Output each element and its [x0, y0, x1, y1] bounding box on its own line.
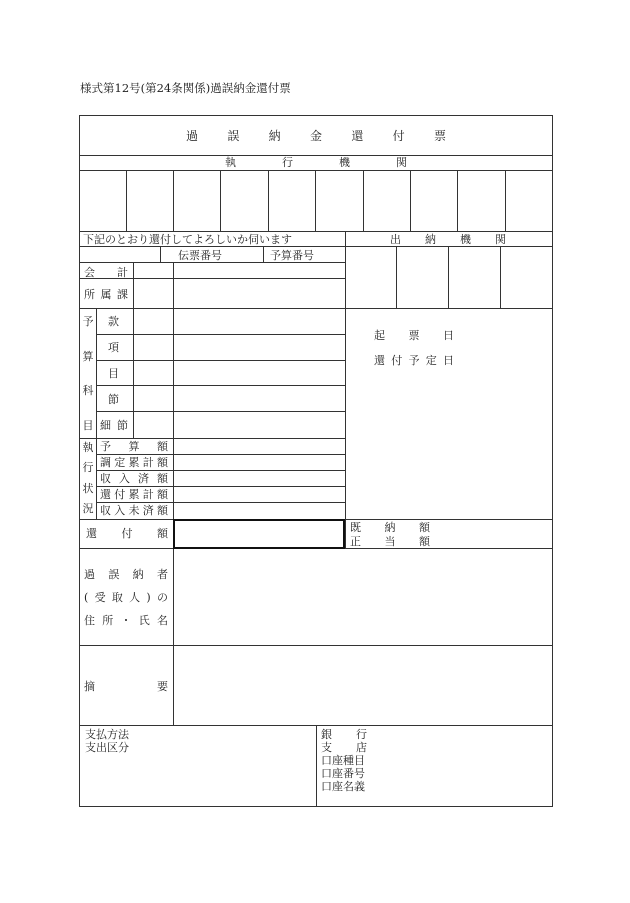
label-char: 執	[225, 156, 236, 169]
label-char: 定	[114, 456, 126, 469]
moku-label: 目	[108, 367, 119, 380]
label-char: 所	[84, 288, 95, 301]
label-char: 取	[111, 591, 123, 604]
label-char: 行	[82, 461, 94, 475]
label-char: 付	[114, 488, 126, 501]
label-char: 店	[356, 741, 367, 754]
label-char: 関	[495, 233, 506, 246]
label-char: 額	[419, 535, 430, 548]
label-char: 入	[114, 504, 126, 517]
label-char: 納	[132, 568, 144, 581]
account-number-label: 口座番号	[321, 767, 365, 780]
account-type-label: 口座種目	[321, 754, 365, 767]
label-char: 還	[351, 129, 364, 143]
label-char: 要	[157, 680, 168, 693]
label-char: 節	[117, 419, 128, 432]
label-char: (	[84, 591, 89, 604]
label-char: 納	[384, 521, 396, 534]
label-char: 額	[157, 472, 168, 485]
label-char: 細	[100, 419, 111, 432]
label-char: 還	[100, 488, 111, 501]
label-char: 起	[374, 329, 385, 342]
label-char: の	[157, 591, 168, 604]
request-text: 下記のとおり還付してよろしいか伺います	[83, 233, 292, 246]
budget-amount-label	[100, 441, 168, 452]
label-char: 会	[84, 266, 95, 279]
label-char: 況	[82, 501, 94, 515]
label-char: 過	[84, 568, 95, 581]
label-char: 日	[443, 329, 454, 342]
label-char: 計	[142, 456, 154, 469]
label-char: 名	[157, 614, 168, 627]
label-char: 還	[374, 354, 385, 367]
label-char: 支	[321, 741, 332, 754]
label-char: 行	[282, 156, 293, 169]
label-char: 予	[100, 440, 111, 453]
label-char: 科	[82, 384, 94, 398]
label-char: 誤	[108, 568, 120, 581]
label-char: 正	[350, 535, 361, 548]
label-char: 還	[86, 527, 97, 540]
label-char: 調	[100, 456, 111, 469]
label-char: 摘	[84, 680, 95, 693]
label-char: 者	[156, 568, 168, 581]
executing-agency-label	[225, 157, 407, 168]
label-char: 算	[128, 440, 140, 453]
label-char: 過	[186, 129, 199, 143]
label-char: 所	[102, 614, 114, 627]
label-char: 額	[157, 488, 168, 501]
label-char: 算	[82, 349, 94, 363]
label-char: 予	[82, 315, 94, 328]
label-char: 目	[82, 418, 94, 432]
paid-amount-label	[350, 522, 430, 533]
label-char: 計	[117, 266, 128, 279]
execution-status-side-label	[81, 442, 95, 514]
label-char: 状	[82, 481, 94, 495]
label-char: 誤	[227, 129, 240, 143]
label-char: 付	[121, 527, 133, 540]
payer-label-line3	[84, 615, 168, 626]
department-label	[84, 289, 128, 300]
received-label	[100, 473, 168, 484]
issue-date-label	[374, 330, 454, 341]
label-char: 累	[128, 456, 140, 469]
label-char: 銀	[321, 728, 332, 741]
label-char: 住	[84, 614, 95, 627]
slip-number-label: 伝票番号	[178, 249, 222, 262]
label-char: 額	[157, 527, 168, 540]
payment-method-label: 支払方法	[85, 728, 129, 741]
label-char: 機	[460, 233, 471, 246]
kan-label: 款	[108, 315, 119, 328]
unreceived-label	[100, 505, 168, 516]
setsu-label: 節	[108, 393, 119, 406]
saisetsu-label	[100, 420, 128, 431]
label-char: 受	[94, 591, 106, 604]
accounting-label	[84, 267, 128, 278]
bank-label	[321, 729, 367, 740]
label-char: 額	[157, 504, 168, 517]
label-char: 票	[433, 129, 446, 143]
label-char: 済	[142, 504, 154, 517]
label-char: 属	[100, 288, 112, 301]
label-char: 出	[390, 233, 401, 246]
label-char: 計	[142, 488, 154, 501]
label-char: 関	[396, 156, 407, 169]
label-char: 済	[138, 472, 149, 485]
label-char: 金	[309, 129, 322, 143]
correct-amount-label	[350, 536, 430, 547]
label-char: 付	[392, 129, 405, 143]
refund-amount-label	[86, 528, 168, 539]
label-char: 累	[128, 488, 140, 501]
label-char: 収	[100, 472, 111, 485]
label-char: 入	[119, 472, 130, 485]
refund-date-label	[374, 355, 454, 366]
adjusted-total-label	[100, 457, 168, 468]
label-char: 定	[425, 354, 437, 367]
account-holder-label: 口座名義	[321, 780, 365, 793]
label-char: 執	[82, 441, 94, 454]
label-char: 既	[350, 521, 361, 534]
label-char: 日	[443, 354, 454, 367]
label-char: 納	[425, 233, 436, 246]
label-char: )	[146, 591, 151, 604]
label-char: 当	[384, 535, 396, 548]
summary-label	[84, 681, 168, 692]
label-char: 課	[117, 288, 128, 301]
label-char: 票	[408, 329, 420, 342]
treasury-label	[390, 234, 506, 245]
label-char: 未	[128, 504, 140, 517]
label-char: 収	[100, 504, 111, 517]
budget-number-label: 予算番号	[270, 249, 314, 262]
expense-category-label: 支出区分	[85, 741, 129, 754]
refund-amount-field[interactable]	[173, 519, 345, 549]
budget-subject-side-label	[81, 316, 95, 431]
label-char: 予	[408, 354, 420, 367]
payer-label-line2	[84, 592, 168, 603]
label-char: 額	[419, 521, 430, 534]
label-char: 機	[339, 156, 350, 169]
refund-total-label	[100, 489, 168, 500]
label-char: 納	[268, 129, 281, 143]
label-char: 額	[157, 440, 168, 453]
label-char: 人	[129, 591, 141, 604]
payer-label-line1	[84, 569, 168, 580]
label-char: 行	[356, 728, 367, 741]
label-char: 氏	[138, 614, 150, 627]
branch-label	[321, 742, 367, 753]
form-title	[186, 130, 446, 142]
label-char: ・	[120, 614, 132, 627]
kou-label: 項	[108, 341, 119, 354]
label-char: 額	[157, 456, 168, 469]
label-char: 付	[391, 354, 403, 367]
form-number: 様式第12号(第24条関係)過誤納金還付票	[80, 81, 291, 95]
